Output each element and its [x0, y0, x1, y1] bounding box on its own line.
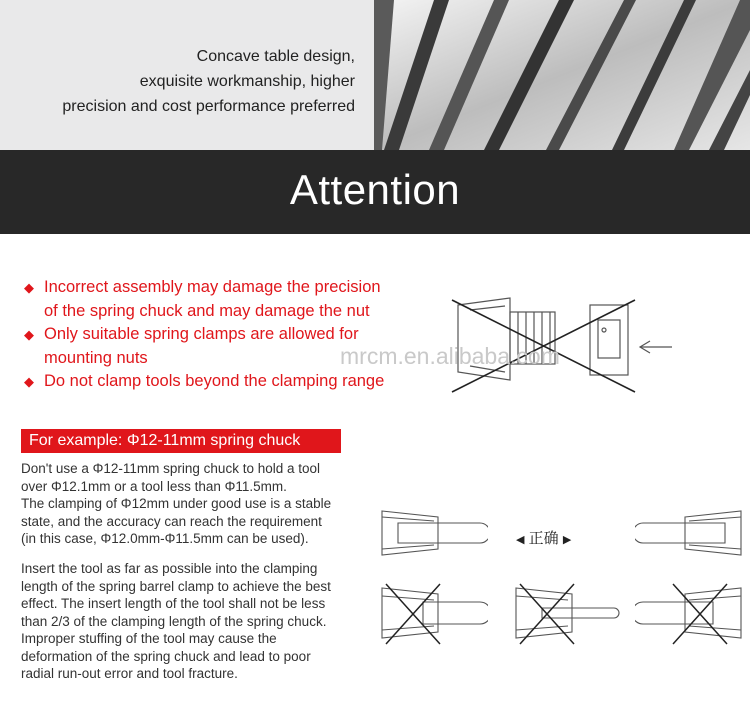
warning-text: Only suitable spring clamps are allowed for — [44, 325, 359, 343]
paragraph-line: radial run-out error and tool fracture. — [21, 666, 238, 681]
diamond-bullet-icon: ◆ — [24, 280, 34, 295]
paragraph-line: Insert the tool as far as possible into the clamping — [21, 561, 318, 576]
correct-text: 正确 — [528, 530, 559, 547]
wrong-assembly-diagram — [440, 280, 740, 400]
right-arrow-icon: ▶ — [562, 534, 572, 546]
top-line-3: precision and cost performance preferred — [62, 98, 355, 115]
example-paragraph-2 — [21, 560, 366, 683]
paragraph-line: deformation of the spring chuck and lead to poor — [21, 648, 311, 664]
warning-text: Do not clamp tools beyond the clamping range — [44, 372, 385, 390]
warning-text-cont: of the spring chuck and may damage the nut — [44, 301, 370, 320]
paragraph-line: effect. The insert length of the tool shall not be less — [21, 596, 326, 611]
correct-insert-diagram-right — [635, 503, 745, 563]
paragraph-line: Don't use a Φ12-11mm spring chuck to hold a tool — [21, 461, 321, 476]
warning-item — [24, 370, 424, 394]
wrong-insert-diagram-1 — [378, 578, 488, 648]
left-arrow-icon: ◀ — [516, 534, 525, 546]
warning-text-cont: mounting nuts — [44, 348, 148, 367]
correct-insert-diagram-left — [378, 503, 488, 563]
warning-text: Incorrect assembly may damage the precision — [44, 278, 381, 296]
paragraph-line: over Φ12.1mm or a tool less than Φ11.5mm. — [21, 478, 287, 494]
diamond-bullet-icon: ◆ — [24, 374, 34, 389]
paragraph-line: length of the spring barrel clamp to achieve the best — [21, 578, 331, 594]
collet-closeup-image — [374, 0, 750, 150]
top-line-1: Concave table design, — [196, 48, 355, 65]
diamond-bullet-icon: ◆ — [24, 327, 34, 342]
paragraph-line: than 2/3 of the clamping length of the spring chuck. — [21, 613, 327, 629]
example-label: For example: Φ12-11mm spring chuck — [21, 429, 341, 453]
paragraph-line: state, and the accuracy can reach the requirement — [21, 513, 322, 529]
top-line-2: exquisite workmanship, higher — [139, 73, 355, 90]
attention-banner — [0, 150, 750, 234]
paragraph-line: The clamping of Φ12mm under good use is a stable — [21, 496, 332, 511]
wrong-insert-diagram-2 — [512, 578, 622, 648]
warning-item — [24, 276, 424, 300]
top-description — [62, 44, 355, 119]
paragraph-line: (in this case, Φ12.0mm-Φ11.5mm can be used). — [21, 531, 309, 546]
banner-title: Attention — [289, 166, 461, 213]
paragraph-line: Improper stuffing of the tool may cause the — [21, 631, 277, 646]
warning-list — [24, 276, 424, 394]
example-paragraph-1 — [21, 460, 366, 548]
top-section — [0, 0, 750, 150]
watermark: mrcm.en.alibaba.com — [340, 343, 560, 369]
wrong-insert-diagram-3 — [635, 578, 745, 648]
correct-label — [516, 527, 571, 548]
